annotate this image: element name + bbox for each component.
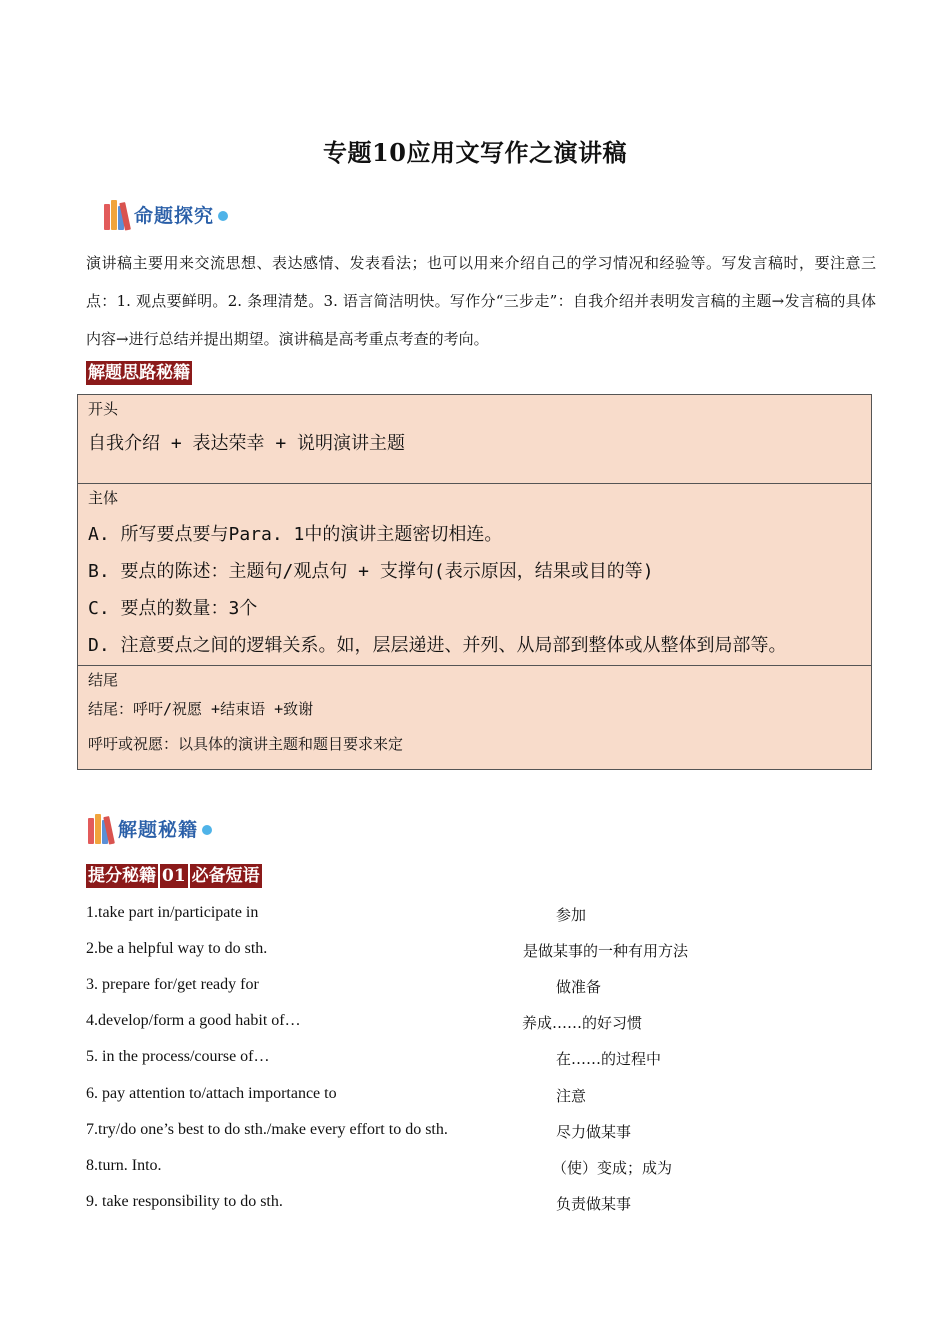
phrase-en: 5. in the process/course of… — [86, 1048, 270, 1065]
phrase-row — [86, 1157, 886, 1193]
phrase-en: 3. prepare for/get ready for — [86, 976, 259, 993]
tag-tifen-miji — [86, 864, 264, 888]
phrase-zh: 在……的过程中 — [556, 1050, 662, 1068]
body-label: 主体 — [88, 489, 119, 507]
phrase-zh: 做准备 — [556, 978, 602, 996]
phrase-zh: （使）变成；成为 — [552, 1159, 673, 1177]
phrase-en: 6. pay attention to/attach importance to — [86, 1085, 337, 1102]
phrase-zh: 负责做某事 — [556, 1195, 632, 1213]
opening-label: 开头 — [88, 400, 119, 418]
phrase-row — [86, 1193, 886, 1229]
books-icon — [88, 812, 116, 844]
phrase-en: 7.try/do one’s best to do sth./make every effort to do sth. — [86, 1121, 448, 1138]
phrase-row — [86, 976, 886, 1012]
phrase-zh: 注意 — [556, 1087, 587, 1105]
section-header-jieti — [88, 810, 212, 846]
intro-paragraph: 演讲稿主要用来交流思想、表达感情、发表看法；也可以用来介绍自己的学习情况和经验等。写发言稿时，要注意三点：1. 观点要鲜明。2. 条理清楚。3. 语言简洁明快。写作分“三步走”：自我介绍并表明发言稿的主题→发言稿的具体内容→进行总结并提出期望。演讲稿是高考重点考查的考向。 — [86, 254, 876, 348]
phrase-row — [86, 940, 886, 976]
body-item: D. 注意要点之间的逻辑关系。如，层层递进、并列、从局部到整体或从整体到局部等。 — [88, 635, 787, 656]
phrase-row — [86, 1048, 886, 1084]
dot-icon — [202, 825, 212, 835]
ending-label: 结尾 — [88, 671, 119, 689]
phrase-en: 2.be a helpful way to do sth. — [86, 940, 268, 957]
dot-icon — [218, 211, 228, 221]
body-row — [78, 484, 871, 666]
phrase-row — [86, 1012, 886, 1048]
opening-row — [78, 395, 871, 484]
opening-text: 自我介绍 + 表达荣幸 + 说明演讲主题 — [88, 433, 406, 454]
ending-row — [78, 666, 871, 769]
phrase-row — [86, 1085, 886, 1121]
books-icon — [104, 198, 132, 230]
phrase-zh: 养成……的好习惯 — [522, 1014, 643, 1032]
phrase-en: 1.take part in/participate in — [86, 904, 259, 921]
section-header-mingti — [104, 196, 228, 232]
phrase-en: 9. take responsibility to do sth. — [86, 1193, 283, 1210]
phrase-zh: 参加 — [556, 906, 587, 924]
outline-box — [77, 394, 872, 770]
tag-part: 提分秘籍 — [88, 866, 156, 886]
ending-item: 结尾：呼吁/祝愿 +结束语 +致谢 — [88, 700, 314, 718]
page-title: 专题10应用文写作之演讲稿 — [323, 138, 627, 167]
section-title: 解题秘籍 — [118, 818, 199, 841]
phrase-zh: 是做某事的一种有用方法 — [523, 942, 689, 960]
tag-part: 01 — [162, 866, 186, 886]
tag-jieti-silu: 解题思路秘籍 — [88, 363, 190, 383]
tag-part: 必备短语 — [191, 866, 260, 886]
ending-item: 呼吁或祝愿：以具体的演讲主题和题目要求来定 — [88, 735, 404, 753]
section-title: 命题探究 — [134, 204, 215, 227]
phrase-row — [86, 904, 886, 940]
body-item: C. 要点的数量：3个 — [88, 598, 258, 619]
body-item: B. 要点的陈述：主题句/观点句 + 支撑句(表示原因，结果或目的等) — [88, 561, 654, 582]
phrase-row — [86, 1121, 886, 1157]
phrase-en: 8.turn. Into. — [86, 1157, 162, 1174]
phrase-en: 4.develop/form a good habit of… — [86, 1012, 301, 1029]
body-item: A. 所写要点要与Para. 1中的演讲主题密切相连。 — [88, 524, 503, 545]
phrase-zh: 尽力做某事 — [556, 1123, 632, 1141]
